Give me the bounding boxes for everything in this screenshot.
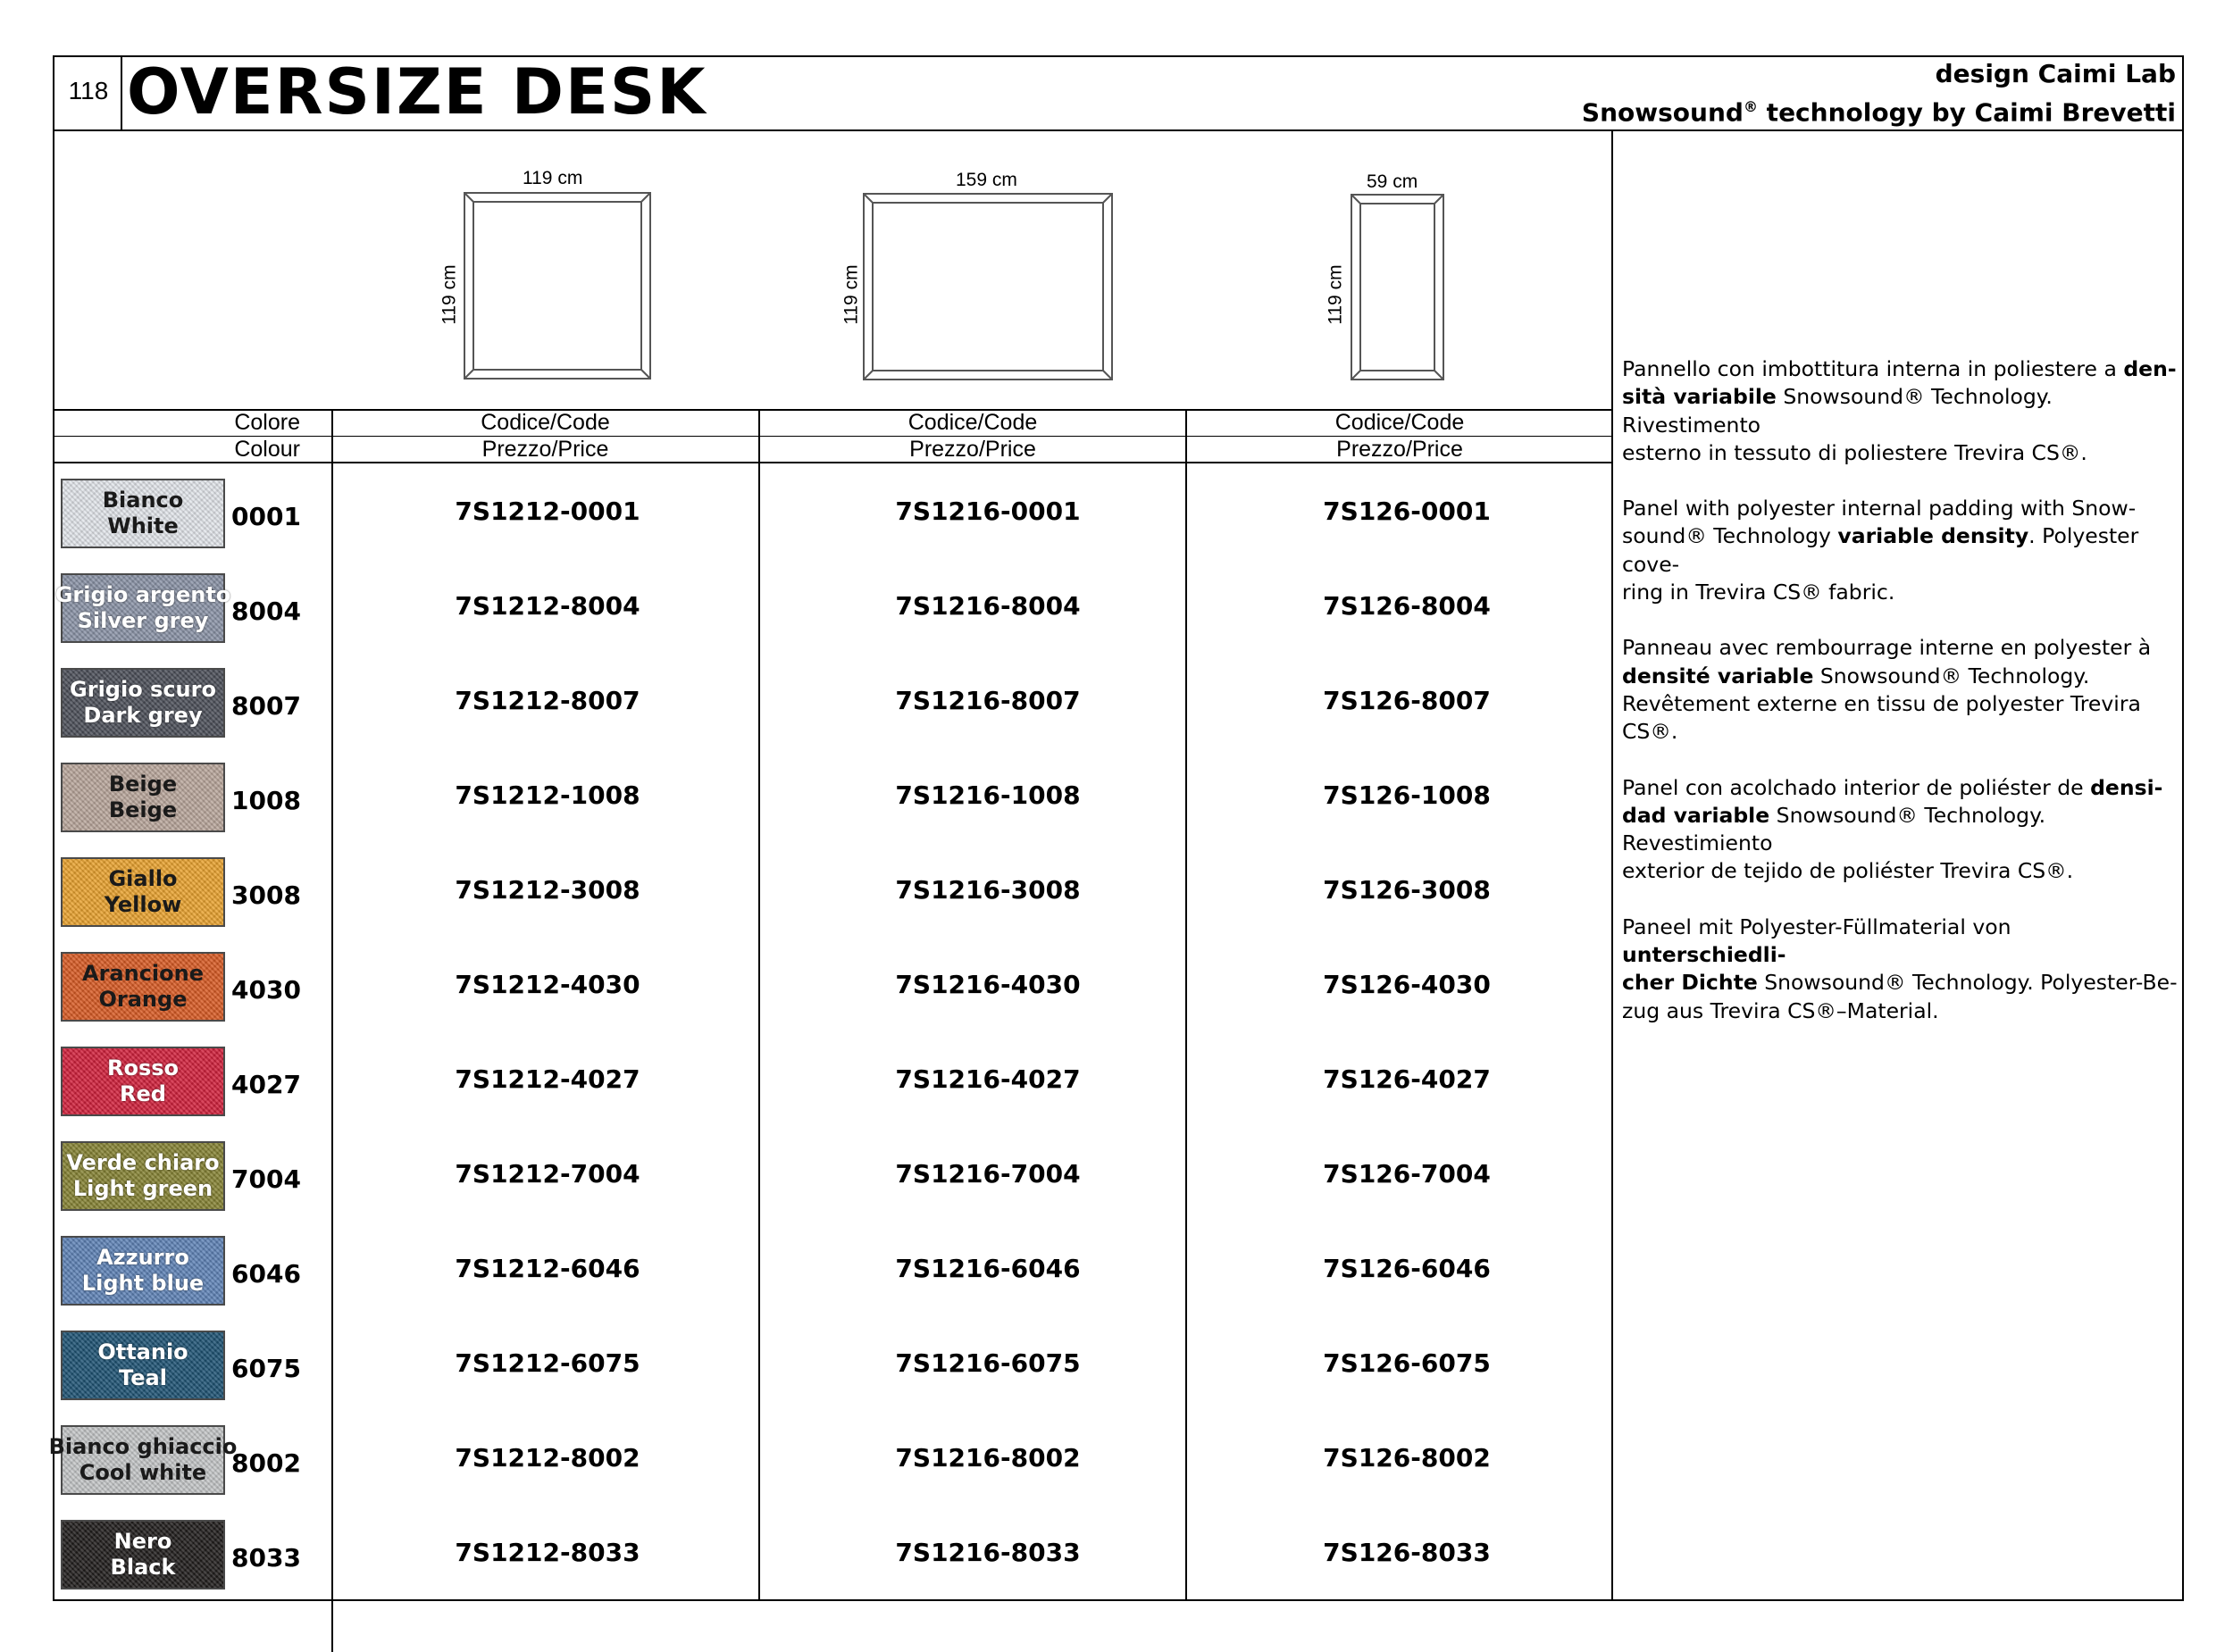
product-code: 7S126-8007 <box>1323 686 1491 715</box>
product-code: 7S1212-4030 <box>455 970 640 999</box>
drawing2-width-label: 159 cm <box>956 170 1017 190</box>
description-text: sound® Technology <box>1622 523 1838 549</box>
product-code: 7S1216-0001 <box>895 496 1081 526</box>
product-code: 7S1212-3008 <box>455 875 640 905</box>
colour-code: 8033 <box>231 1543 301 1573</box>
product-code: 7S126-8033 <box>1323 1538 1491 1567</box>
drawing3-width-label: 59 cm <box>1367 171 1418 192</box>
colour-swatch <box>54 573 231 643</box>
drawing1-width-label: 119 cm <box>523 168 583 188</box>
description-paragraph <box>1622 634 2180 746</box>
colour-name-en: Black <box>110 1555 176 1580</box>
colour-name-en: Light blue <box>81 1271 205 1296</box>
colour-code: 6075 <box>231 1354 301 1383</box>
description-text: Pannello con imbottitura interna in poliestere a <box>1622 356 2124 381</box>
description-text: ring in Trevira CS® fabric. <box>1622 580 1895 605</box>
description-text: Panneau avec rembourrage interne en polyester à <box>1622 635 2152 661</box>
drawing3-height-label: 119 cm <box>1325 264 1346 325</box>
product-code: 7S1216-6075 <box>895 1348 1081 1378</box>
table-row <box>53 655 1612 750</box>
product-code: 7S1216-8004 <box>895 591 1081 621</box>
colour-name-en: Silver grey <box>77 608 209 633</box>
product-code: 7S1216-7004 <box>895 1159 1081 1189</box>
colour-code: 4030 <box>231 975 301 1005</box>
price-header-2: Prezzo/Price <box>909 437 1036 462</box>
colour-name-en: Red <box>120 1081 166 1106</box>
code-header-3: Codice/Code <box>1334 410 1465 435</box>
drawing-panel-119x119 <box>464 193 650 379</box>
price-header-1: Prezzo/Price <box>481 437 609 462</box>
drawing2-height-label: 119 cm <box>841 264 862 325</box>
product-code: 7S1216-1008 <box>895 780 1081 810</box>
colour-swatch <box>61 668 225 738</box>
colour-code: 4027 <box>231 1070 301 1099</box>
description-text: Snowsound® Technology. Polyester-Be- <box>1757 970 2178 996</box>
code-header-1: Codice/Code <box>481 410 610 435</box>
product-code: 7S1216-8033 <box>895 1538 1081 1567</box>
product-code: 7S1212-8004 <box>455 591 640 621</box>
colour-name-it: Arancione <box>82 961 204 986</box>
drawing-panel-59x119 <box>1351 195 1443 380</box>
product-code: 7S1216-8007 <box>895 686 1081 715</box>
colour-name-it: Bianco <box>102 488 184 513</box>
credit-suffix: technology by Caimi Brevetti <box>1757 97 2176 128</box>
colour-code: 8007 <box>231 691 301 721</box>
product-code: 7S126-8004 <box>1323 591 1491 621</box>
colour-code: 8002 <box>231 1448 301 1478</box>
colour-code: 3008 <box>231 880 301 910</box>
product-code: 7S1212-6075 <box>455 1348 640 1378</box>
description-paragraph <box>1622 495 2180 606</box>
table-row <box>53 1034 1612 1129</box>
colour-swatch <box>61 1141 225 1211</box>
drawing1-height-label: 119 cm <box>439 264 460 325</box>
product-code: 7S1216-6046 <box>895 1254 1081 1283</box>
colour-swatch <box>61 1520 225 1589</box>
colour-name-it: Verde chiaro <box>66 1150 220 1175</box>
product-code: 7S1212-7004 <box>455 1159 640 1189</box>
product-code: 7S1212-4027 <box>455 1064 640 1094</box>
product-code: 7S126-4030 <box>1323 970 1491 999</box>
colour-name-en: Light green <box>72 1176 213 1201</box>
description-text: Paneel mit Polyester-Füllmaterial von <box>1622 914 2011 939</box>
table-row <box>48 1413 1612 1507</box>
description-paragraph <box>1622 774 2180 886</box>
description-text: den- <box>2123 356 2177 381</box>
colour-swatch <box>61 1236 225 1306</box>
credit-brand: Snowsound <box>1581 97 1744 128</box>
product-code: 7S1212-8033 <box>455 1538 640 1567</box>
description-text: Snowsound® Technology. <box>1813 663 2090 688</box>
colour-name-en: Beige <box>108 797 178 822</box>
colour-swatch <box>48 1425 238 1495</box>
colour-name-en: Yellow <box>104 892 182 917</box>
product-code: 7S1212-8007 <box>455 686 640 715</box>
colour-name-it: Rosso <box>106 1055 180 1080</box>
colour-header-en: Colour <box>234 437 300 462</box>
registered-mark: ® <box>1743 98 1758 115</box>
product-code: 7S126-7004 <box>1323 1159 1491 1189</box>
colour-code: 7004 <box>231 1164 301 1194</box>
description-text: . Polyester cove- <box>1622 523 2139 577</box>
colour-code: 1008 <box>231 786 301 815</box>
description-text: densité variable <box>1622 663 1814 688</box>
colour-header-it: Colore <box>234 410 300 435</box>
product-code: 7S126-3008 <box>1323 875 1491 905</box>
colour-swatch <box>61 1331 225 1400</box>
colour-code: 0001 <box>231 502 301 531</box>
code-header-2: Codice/Code <box>907 410 1038 435</box>
colour-name-it: Ottanio <box>97 1339 188 1364</box>
product-code: 7S1212-0001 <box>455 496 640 526</box>
colour-name-it: Grigio scuro <box>70 677 216 702</box>
description-text: unterschiedli- <box>1622 942 1786 968</box>
table-row <box>53 750 1612 845</box>
colour-swatch <box>61 952 225 1022</box>
colour-code: 6046 <box>231 1259 301 1289</box>
table-row <box>53 1223 1612 1318</box>
product-drawings <box>0 0 2233 402</box>
page-title: OVERSIZE DESK <box>127 55 707 129</box>
colour-name-it: Giallo <box>108 866 178 891</box>
colour-swatch <box>61 857 225 927</box>
colour-name-en: White <box>107 513 179 538</box>
description-text: cher Dichte <box>1622 970 1758 996</box>
description-text: variable density <box>1837 523 2029 549</box>
description-text: dad variable <box>1622 802 1770 828</box>
product-code: 7S126-8002 <box>1323 1443 1491 1473</box>
colour-name-it: Bianco ghiaccio <box>48 1434 238 1459</box>
colour-code: 8004 <box>231 597 301 626</box>
product-code: 7S1212-1008 <box>455 780 640 810</box>
colour-name-en: Cool white <box>79 1460 207 1485</box>
table-row <box>53 1507 1612 1602</box>
colour-swatch <box>61 479 225 548</box>
description-text: Panel con acolchado interior de poliéster de <box>1622 774 2091 800</box>
product-code: 7S126-0001 <box>1323 496 1491 526</box>
description-paragraph <box>1622 914 2180 1025</box>
page-number: 118 <box>68 77 109 104</box>
colour-swatch <box>61 1047 225 1116</box>
description-text: Panel with polyester internal padding with Snow- <box>1622 496 2137 521</box>
description-text: Revêtement externe en tissu de polyester Trevira CS®. <box>1622 690 2141 745</box>
product-code: 7S1216-4030 <box>895 970 1081 999</box>
colour-name-it: Nero <box>113 1529 172 1554</box>
description-text: densi- <box>2090 774 2163 800</box>
table-row <box>53 1318 1612 1413</box>
colour-name-en: Teal <box>119 1365 167 1390</box>
table-row <box>53 466 1612 561</box>
product-code: 7S1212-8002 <box>455 1443 640 1473</box>
drawing-panel-159x119 <box>864 194 1112 380</box>
colour-name-it: Grigio argento <box>54 582 231 607</box>
description-text: sità variabile <box>1622 384 1777 410</box>
product-code: 7S1216-3008 <box>895 875 1081 905</box>
product-code: 7S126-6046 <box>1323 1254 1491 1283</box>
product-code: 7S1216-4027 <box>895 1064 1081 1094</box>
colour-swatch <box>61 763 225 832</box>
description-text: Snowsound® Technology. Rivestimento <box>1622 384 2053 438</box>
description-text: exterior de tejido de poliéster Trevira CS®. <box>1622 858 2074 884</box>
product-description <box>1622 355 2180 1053</box>
table-row <box>53 561 1612 655</box>
description-text: esterno in tessuto di poliestere Trevira CS®. <box>1622 439 2087 465</box>
description-text: zug aus Trevira CS®–Material. <box>1622 997 1939 1023</box>
colour-name-it: Azzurro <box>96 1245 189 1270</box>
description-text: Snowsound® Technology. Revestimiento <box>1622 802 2046 856</box>
colour-name-en: Dark grey <box>83 703 203 728</box>
table-row <box>53 845 1612 939</box>
product-code: 7S1212-6046 <box>455 1254 640 1283</box>
table-row <box>53 1129 1612 1223</box>
description-paragraph <box>1622 355 2180 467</box>
design-credit-line1: design Caimi Lab <box>1935 59 2176 88</box>
product-code: 7S126-6075 <box>1323 1348 1491 1378</box>
table-row <box>53 939 1612 1034</box>
colour-name-it: Beige <box>108 772 178 797</box>
product-code: 7S126-4027 <box>1323 1064 1491 1094</box>
price-header-3: Prezzo/Price <box>1336 437 1463 462</box>
colour-name-en: Orange <box>98 987 188 1012</box>
product-code: 7S126-1008 <box>1323 780 1491 810</box>
product-code: 7S1216-8002 <box>895 1443 1081 1473</box>
